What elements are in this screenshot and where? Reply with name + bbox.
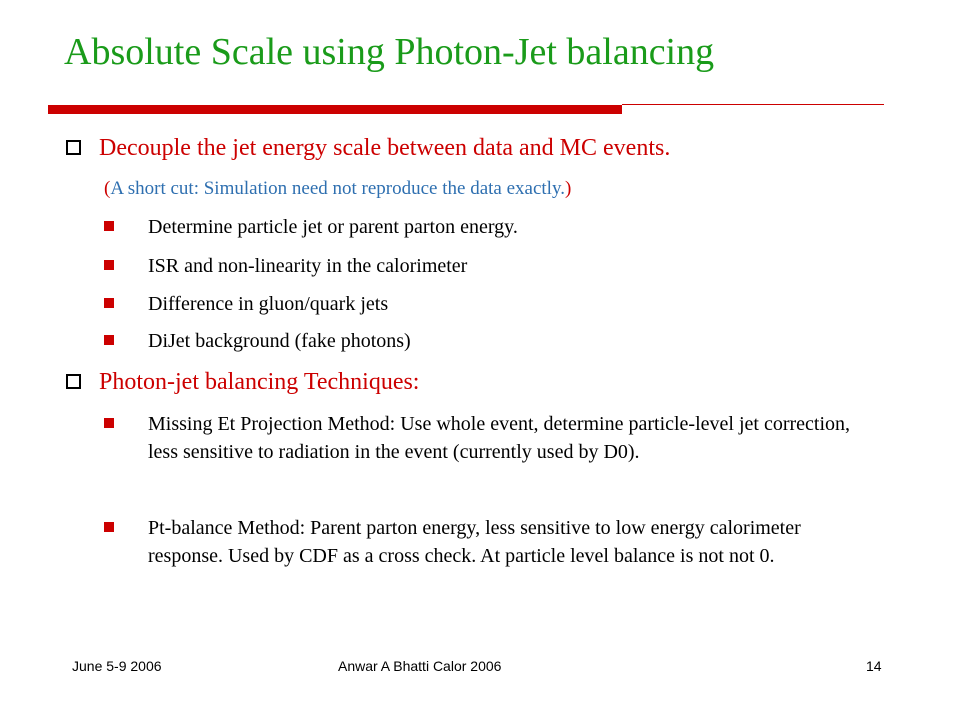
section-heading-text: Photon-jet balancing Techniques: bbox=[99, 369, 420, 395]
list-item-text: Pt-balance Method: Parent parton energy, less sensitive to low energy calorimeter response. Used by CDF as a cross check. At particle level balance is not not 0. bbox=[148, 517, 801, 567]
footer-date: June 5-9 2006 bbox=[72, 658, 162, 674]
list-item-text: ISR and non-linearity in the calorimeter bbox=[148, 255, 468, 277]
square-bullet-icon bbox=[104, 221, 114, 231]
note-close-paren: ) bbox=[564, 178, 572, 199]
list-item-text: DiJet background (fake photons) bbox=[148, 330, 411, 352]
note-text: A short cut: Simulation need not reproduce the data exactly. bbox=[110, 178, 565, 199]
list-item-text: Determine particle jet or parent parton energy. bbox=[148, 216, 518, 238]
list-item-text: Difference in gluon/quark jets bbox=[148, 293, 389, 315]
list-item-text: Missing Et Projection Method: Use whole event, determine particle-level jet correction, less sensitive to radiation in the event (currently used by D0). bbox=[148, 413, 851, 463]
hollow-square-bullet-icon bbox=[66, 374, 81, 389]
square-bullet-icon bbox=[104, 260, 114, 270]
square-bullet-icon bbox=[104, 335, 114, 345]
slide-title: Absolute Scale using Photon-Jet balancing bbox=[64, 31, 715, 73]
title-rule-thick bbox=[48, 105, 622, 114]
section-heading-text: Decouple the jet energy scale between data and MC events. bbox=[99, 135, 671, 161]
square-bullet-icon bbox=[104, 418, 114, 428]
square-bullet-icon bbox=[104, 522, 114, 532]
hollow-square-bullet-icon bbox=[66, 140, 81, 155]
footer-center: Anwar A Bhatti Calor 2006 bbox=[338, 658, 502, 674]
page-number: 14 bbox=[866, 658, 882, 674]
note-open-paren: ( bbox=[104, 178, 111, 199]
title-rule-thin bbox=[622, 104, 884, 105]
section-note bbox=[104, 176, 571, 202]
square-bullet-icon bbox=[104, 298, 114, 308]
